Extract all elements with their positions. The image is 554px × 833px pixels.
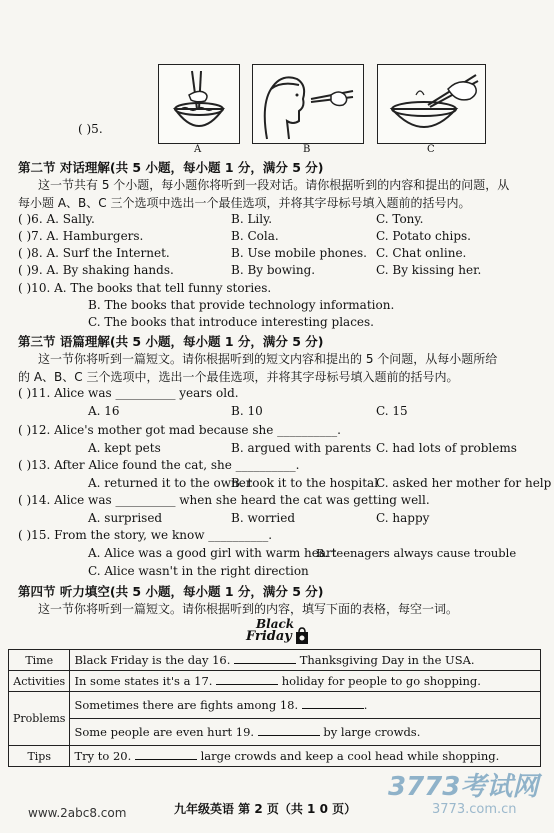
row-label-tips: Tips <box>9 746 70 767</box>
cell-text: Sometimes there are fights among 18. <box>74 698 299 712</box>
q14-option-c: C. happy <box>376 511 430 525</box>
blank-16[interactable] <box>234 653 296 664</box>
q15-option-a: A. Alice was a good girl with warm heart <box>88 546 337 560</box>
q7-option-a: ( )7. A. Hamburgers. <box>18 229 144 243</box>
section2-title: 第二节 对话理解(共 5 小题，每小题 1 分，满分 5 分) <box>18 160 324 175</box>
q12-option-a: A. kept pets <box>88 441 161 455</box>
picture-b-boy-chopsticks <box>252 64 364 144</box>
blank-19[interactable] <box>258 725 320 736</box>
section3-title: 第三节 语篇理解(共 5 小题，每小题 1 分，满分 5 分) <box>18 334 324 349</box>
cell-text: by large crowds. <box>323 725 421 739</box>
section4-title: 第四节 听力填空(共 5 小题，每小题 1 分，满分 5 分) <box>18 584 324 599</box>
q11-option-c: C. 15 <box>376 404 408 418</box>
section2-intro-line2: 每小题 A、B、C 三个选项中选出一个最佳选项，并将其字母标号填入题前的括号内。 <box>18 196 471 210</box>
q13-option-b: B. took it to the hospital <box>231 476 379 490</box>
q13-option-a: A. returned it to the owner <box>88 476 252 490</box>
q8-option-c: C. Chat online. <box>376 246 467 260</box>
q15-stem: ( )15. From the story, we know __________. <box>18 528 273 542</box>
blank-17[interactable] <box>216 674 278 685</box>
section2-intro-line1: 这一节共有 5 个小题，每小题你将听到一段对话。请你根据听到的内容和提出的问题，从 <box>38 178 510 192</box>
q6-option-a: ( )6. A. Sally. <box>18 212 95 226</box>
q15-option-b: B. teenagers always cause trouble <box>316 546 517 560</box>
row-label-activities: Activities <box>9 671 70 692</box>
cell-text: Try to 20. <box>74 749 132 763</box>
table-row <box>9 650 541 671</box>
boy-chopsticks-icon <box>253 65 363 143</box>
website-left[interactable]: www.2abc8.com <box>28 806 127 820</box>
q7-option-c: C. Potato chips. <box>376 229 471 243</box>
cell-text: Black Friday is the day 16. <box>74 653 231 667</box>
q14-option-b: B. worried <box>231 511 296 525</box>
picture-c-bowl-hand <box>377 64 486 144</box>
black-friday-table <box>8 649 541 767</box>
blank-18[interactable] <box>302 698 364 709</box>
watermark-url: 3773.com.cn <box>432 802 517 817</box>
cell-tips <box>70 746 541 767</box>
table-row <box>9 692 541 719</box>
cell-text: Thanksgiving Day in the USA. <box>299 653 475 667</box>
q10-option-a: ( )10. A. The books that tell funny stories. <box>18 281 272 295</box>
page-info: 九年级英语 第 2 页（共 1 0 页） <box>174 802 357 816</box>
shopping-bag-icon <box>294 627 310 645</box>
q8-option-a: ( )8. A. Surf the Internet. <box>18 246 170 260</box>
picture-label-a: A <box>194 144 202 155</box>
q10-option-c: C. The books that introduce interesting places. <box>88 315 374 329</box>
bowl-chopsticks-icon <box>159 65 239 143</box>
q13-stem: ( )13. After Alice found the cat, she __________. <box>18 458 300 472</box>
q13-option-c: C. asked her mother for help <box>376 476 552 490</box>
cell-text: In some states it's a 17. <box>74 674 213 688</box>
section4-intro: 这一节你将听到一篇短文。请你根据听到的内容，填写下面的表格，每空一词。 <box>38 602 459 616</box>
section3-intro-line2: 的 A、B、C 三个选项中，选出一个最佳选项，并将其字母标号填入题前的括号内。 <box>18 370 459 384</box>
q12-option-b: B. argued with parents <box>231 441 372 455</box>
q14-stem: ( )14. Alice was __________ when she heard the cat was getting well. <box>18 493 430 507</box>
cell-activities <box>70 671 541 692</box>
q12-option-c: C. had lots of problems <box>376 441 517 455</box>
q9-option-b: B. By bowing. <box>231 263 316 277</box>
cell-time <box>70 650 541 671</box>
logo-line-friday: Friday <box>246 629 292 644</box>
q9-option-c: C. By kissing her. <box>376 263 482 277</box>
q7-option-b: B. Cola. <box>231 229 279 243</box>
table-row <box>9 719 541 746</box>
cell-text: Some people are even hurt 19. <box>74 725 255 739</box>
cell-text: . <box>363 698 368 712</box>
q6-option-c: C. Tony. <box>376 212 424 226</box>
bowl-hand-icon <box>378 65 485 143</box>
q11-option-a: A. 16 <box>88 404 120 418</box>
watermark-logo: 3773考试网 <box>388 772 539 802</box>
q6-option-b: B. Lily. <box>231 212 273 226</box>
blank-20[interactable] <box>135 749 197 760</box>
section3-intro-line1: 这一节你将听到一篇短文。请你根据听到的短文内容和提出的 5 个问题，从每小题所给 <box>38 352 498 366</box>
cell-text: holiday for people to go shopping. <box>281 674 481 688</box>
q11-stem: ( )11. Alice was __________ years old. <box>18 386 239 400</box>
row-label-problems: Problems <box>9 692 70 746</box>
black-friday-logo <box>244 617 314 647</box>
table-row <box>9 671 541 692</box>
logo-line-black: Black <box>256 617 295 631</box>
q15-option-c: C. Alice wasn't in the right direction <box>88 564 309 578</box>
table-row <box>9 746 541 767</box>
q14-option-a: A. surprised <box>88 511 163 525</box>
picture-a-bowl-chopsticks <box>158 64 240 144</box>
picture-label-c: C <box>427 144 435 155</box>
q10-option-b: B. The books that provide technology information. <box>88 298 395 312</box>
q8-option-b: B. Use mobile phones. <box>231 246 367 260</box>
q12-stem: ( )12. Alice's mother got mad because she __________. <box>18 423 341 437</box>
q9-option-a: ( )9. A. By shaking hands. <box>18 263 174 277</box>
cell-text: large crowds and keep a cool head while shopping. <box>200 749 500 763</box>
picture-label-b: B <box>303 144 311 155</box>
q5-number: ( )5. <box>78 122 103 136</box>
row-label-time: Time <box>9 650 70 671</box>
cell-problems-2 <box>70 719 541 746</box>
q11-option-b: B. 10 <box>231 404 263 418</box>
cell-problems-1 <box>70 692 541 719</box>
